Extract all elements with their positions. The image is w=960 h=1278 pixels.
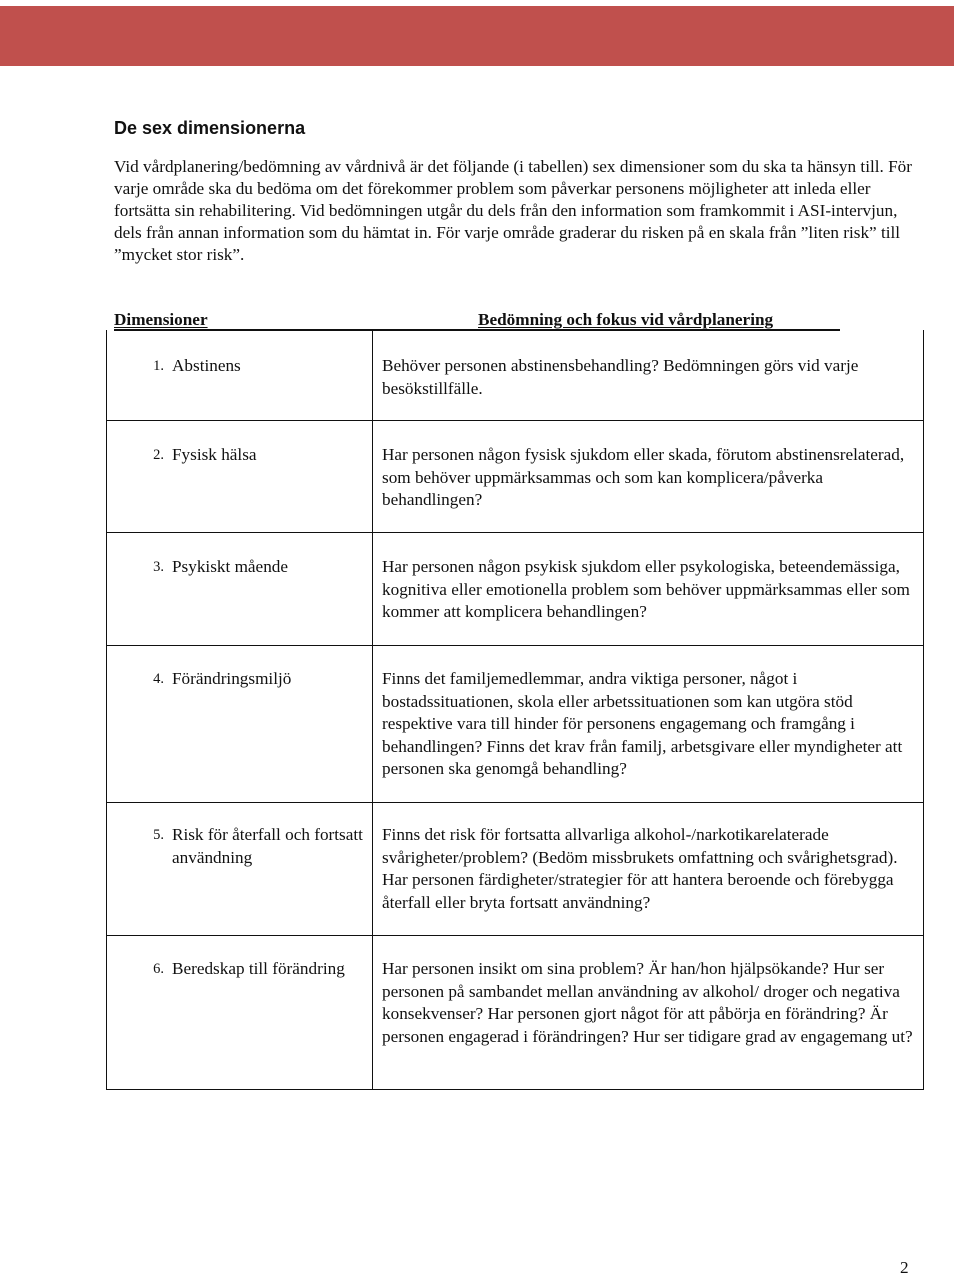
- table-row: [116, 355, 366, 378]
- dimension-name: Förändringsmiljö: [172, 669, 292, 688]
- row-divider: [106, 420, 924, 421]
- dimension-description: Behöver personen abstinensbehandling? Bedömningen görs vid varje besökstillfälle.: [382, 356, 859, 398]
- dimension-name: Beredskap till förändring: [172, 959, 345, 978]
- table-row: [116, 444, 366, 467]
- dimension-description: Har personen någon fysisk sjukdom eller skada, förutom abstinensrelaterad, som behöver uppmärksammas och som kan komplicera/påverka behandlingen?: [382, 445, 905, 509]
- row-number: 3.: [153, 559, 164, 575]
- column-divider: [372, 330, 373, 1090]
- dimension-name: Psykiskt mående: [172, 557, 289, 576]
- row-number: 2.: [153, 447, 164, 463]
- table-row: [116, 824, 366, 869]
- row-number: 1.: [153, 358, 164, 374]
- row-number: 6.: [153, 961, 164, 977]
- row-number: 5.: [153, 827, 164, 843]
- dimension-description: Har personen någon psykisk sjukdom eller psykologiska, beteendemässiga, kognitiva eller emotionella problem som behöver uppmärksammas eller som kommer att komplicera behandlingen?: [382, 557, 910, 621]
- row-divider: [106, 532, 924, 533]
- row-divider: [106, 645, 924, 646]
- dimension-name: Abstinens: [172, 356, 241, 375]
- row-number: 4.: [153, 671, 164, 687]
- row-divider: [106, 935, 924, 936]
- table-row: [116, 958, 366, 981]
- table-row: [116, 668, 366, 691]
- column-header-dimensions: Dimensioner: [114, 310, 208, 329]
- column-header-assessment: Bedömning och fokus vid vårdplanering: [478, 310, 774, 329]
- section-heading: De sex dimensionerna: [114, 118, 306, 138]
- dimension-description: Finns det familjemedlemmar, andra viktiga personer, något i bostadssituationen, skola eller arbetssituationen som kan utgöra stöd respektive vara till hinder för personens engagemang och framgång i behandlingen? Finns det krav från familj, arbetsgivare eller myndigheter att personen ska genomgå behandling?: [382, 669, 903, 778]
- dimension-description: Finns det risk för fortsatta allvarliga alkohol-/narkotikarelaterade svårigheter/problem? (Bedöm missbrukets omfattning och svårighetsgrad). Har personen färdigheter/strategier för att hantera beroende och förebygga återfall eller bryta fortsatt användning?: [382, 825, 898, 912]
- row-divider: [106, 802, 924, 803]
- dimension-name: Risk för återfall och fortsatt användning: [172, 825, 363, 867]
- header-band: [0, 6, 954, 66]
- page-number: 2: [900, 1258, 909, 1277]
- intro-paragraph: Vid vårdplanering/bedömning av vårdnivå är det följande (i tabellen) sex dimensioner som du ska ta hänsyn till. För varje område ska du bedöma om det förekommer problem som påverkar personens möjligheter att inleda eller fortsätta sin rehabilitering. Vid bedömningen utgår du dels från den information som framkommit i ASI-intervjun, dels från annan information som du hämtat in. För varje område graderar du risken på en skala från ”liten risk” till ”mycket stor risk”.: [114, 157, 912, 264]
- dimension-description: Har personen insikt om sina problem? Är han/hon hjälpsökande? Hur ser personen på sambandet mellan användning av alkohol/ droger och negativa konsekvenser? Har personen gjort något för att påbörja en förändring? Är personen engagerad i förändringen? Hur ser tidigare grad av engagemang ut?: [382, 959, 913, 1046]
- table-row: [116, 556, 366, 579]
- dimension-name: Fysisk hälsa: [172, 445, 257, 464]
